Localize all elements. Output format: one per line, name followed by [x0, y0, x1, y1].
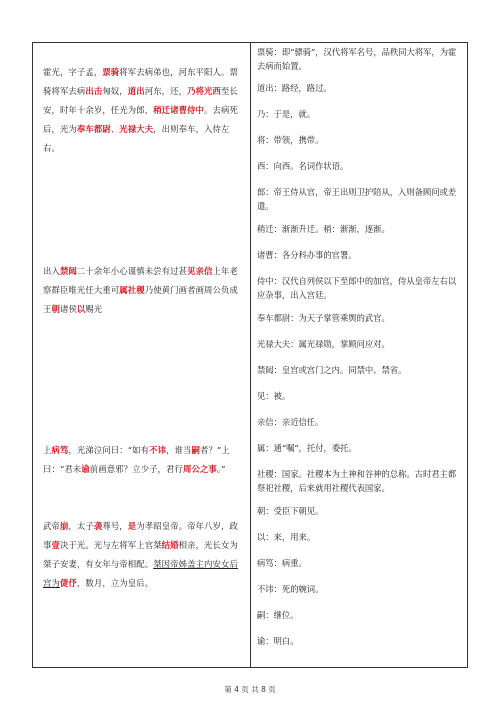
note-item: 嗣：继位。 — [257, 610, 299, 620]
source-text-run: 前画意邪？立少子，君行 — [89, 464, 183, 474]
source-text-run: 上年老察群臣唯光任大重可 — [43, 266, 238, 295]
source-text-run: 还， — [170, 86, 188, 96]
highlighted-term: 禁闼 — [59, 266, 77, 276]
note-item: 西：向西。名词作状语。 — [257, 161, 349, 171]
highlighted-term: 壹 — [51, 540, 60, 550]
highlighted-term: 崩 — [59, 521, 69, 531]
note-item: 亲信：亲近信任。 — [257, 417, 324, 427]
note-item: 不讳：死的婉词。 — [257, 584, 324, 594]
note-item: 见：被。 — [257, 391, 291, 401]
highlighted-term: 稍迁诸曹侍中 — [153, 105, 205, 115]
note-item: 朝：受臣下朝见。 — [257, 506, 324, 516]
highlighted-term: 周公之事 — [183, 464, 217, 474]
note-item: 诸曹：各分科办事的官署。 — [257, 250, 357, 260]
highlighted-term: 光禄大夫 — [119, 124, 154, 134]
underlined-phrase: 桀因帝姊盖主内安女后宫为 — [43, 559, 238, 588]
note-item: 将：带领，携带。 — [257, 135, 324, 145]
source-text-run: 武帝 — [43, 521, 60, 531]
source-text-run: 票骑将军去病 — [43, 67, 238, 96]
source-text-run: 者？”上曰：“君未 — [43, 445, 230, 474]
source-paragraph-3 — [43, 441, 243, 479]
highlighted-term: 以 — [76, 304, 86, 314]
note-item: 禁闼：皇宫或宫门之内。同禁中、禁省。 — [257, 365, 407, 375]
note-item: 票骑：即“骠骑”，汉代将军名号，品秩同大将军，为霍去病而始置。 — [257, 47, 457, 71]
note-item: 社稷：国家。社稷本为土神和谷神的总称。古时君主都祭祀社稷，后来就用社稷代表国家。 — [257, 469, 457, 493]
source-text-run: 相亲，光长女为桀子安妻，有女年与帝相配。 — [43, 540, 238, 569]
highlighted-term: 奉车都尉 — [76, 124, 111, 134]
source-text-run: 上 — [43, 445, 52, 455]
note-item: 稍迁：渐渐升迁。稍：渐渐，逐渐。 — [257, 224, 390, 234]
highlighted-term: 出击 — [85, 86, 103, 96]
source-paragraph-1 — [43, 63, 243, 158]
note-item: 病笃：病重。 — [257, 558, 307, 568]
highlighted-term: 谕 — [81, 464, 90, 474]
source-text-run: 匈奴， — [102, 86, 128, 96]
source-text-run: 、 — [110, 124, 120, 134]
source-text-run: ，谁当 — [166, 445, 192, 455]
source-text-run: 为孝昭皇帝。帝年八岁，政事 — [43, 521, 238, 550]
page-footer: 第 4 页 共 8 页 — [224, 685, 276, 694]
source-text-run: 。” — [216, 464, 226, 474]
note-item: 谕：明白。 — [257, 636, 299, 646]
highlighted-term: 结婚 — [161, 540, 179, 550]
source-text-run: 光为 — [59, 124, 77, 134]
note-item: 属：通“嘱”，托付，委托。 — [257, 443, 357, 453]
note-item: 光禄大夫：属光禄勋，掌顾问应对。 — [257, 339, 390, 349]
note-item: 以：来，用来。 — [257, 532, 316, 542]
highlighted-term: 不讳 — [149, 445, 167, 455]
source-text-run: 。去病死后， — [43, 105, 238, 134]
note-item: 奉车都尉：为天子掌管乘舆的武官。 — [257, 313, 390, 323]
highlighted-term: 票骑 — [102, 67, 120, 77]
source-text-run: 出入 — [43, 266, 60, 276]
source-text-run: 决于光。光与左将军上官桀 — [59, 540, 162, 550]
source-text-run: ，数月，立为皇后。 — [76, 578, 154, 588]
note-item: 乃：于是，就。 — [257, 109, 316, 119]
source-text-run: 河东， — [144, 86, 171, 96]
column-divider — [250, 42, 251, 668]
source-text-run: ，太子 — [68, 521, 94, 531]
source-text-run: ，出则奉车，入侍左右。 — [43, 124, 230, 153]
note-item: 侍中：汉代自列侯以下至郎中的加官，侍从皇帝左右以应杂事，出入宫廷。 — [257, 276, 457, 300]
source-text-run: 赐光 — [85, 304, 103, 314]
source-paragraph-2 — [43, 262, 243, 319]
highlighted-term: 属社稷 — [119, 285, 145, 295]
source-text-run: 霍光，字子孟， — [43, 67, 103, 77]
source-text-run: 二十余年小心谨慎未尝有过甚 — [76, 266, 188, 276]
highlighted-term: 病笃 — [51, 445, 69, 455]
source-paragraph-4 — [43, 517, 243, 593]
highlighted-term: 是 — [127, 521, 137, 531]
source-text-run: 诸侯 — [59, 304, 77, 314]
highlighted-term: 乃将光西 — [187, 86, 222, 96]
source-text-run: 尊号， — [102, 521, 128, 531]
highlighted-term: 袭 — [93, 521, 103, 531]
highlighted-term: 倢伃 — [59, 578, 77, 588]
highlighted-term: 见亲信 — [187, 266, 213, 276]
source-text-run: 将军去病弟也，河东平阳人。 — [119, 67, 230, 77]
note-item: 道出：路经，路过。 — [257, 83, 332, 93]
note-item: 郎：帝王侍从官，帝王出则卫护陪从，入则备顾问或差遣。 — [257, 187, 457, 211]
highlighted-term: 朝 — [51, 304, 60, 314]
highlighted-term: 嗣 — [191, 445, 200, 455]
source-text-run: 时年十余岁，任光为郎， — [59, 105, 154, 115]
source-text-run: 乃使黄门画者画周公负成王 — [43, 285, 238, 314]
highlighted-term: 道出 — [127, 86, 145, 96]
source-text-run: 至长安， — [43, 86, 238, 115]
source-text-run: ，光涕泣问曰：“如有 — [68, 445, 150, 455]
